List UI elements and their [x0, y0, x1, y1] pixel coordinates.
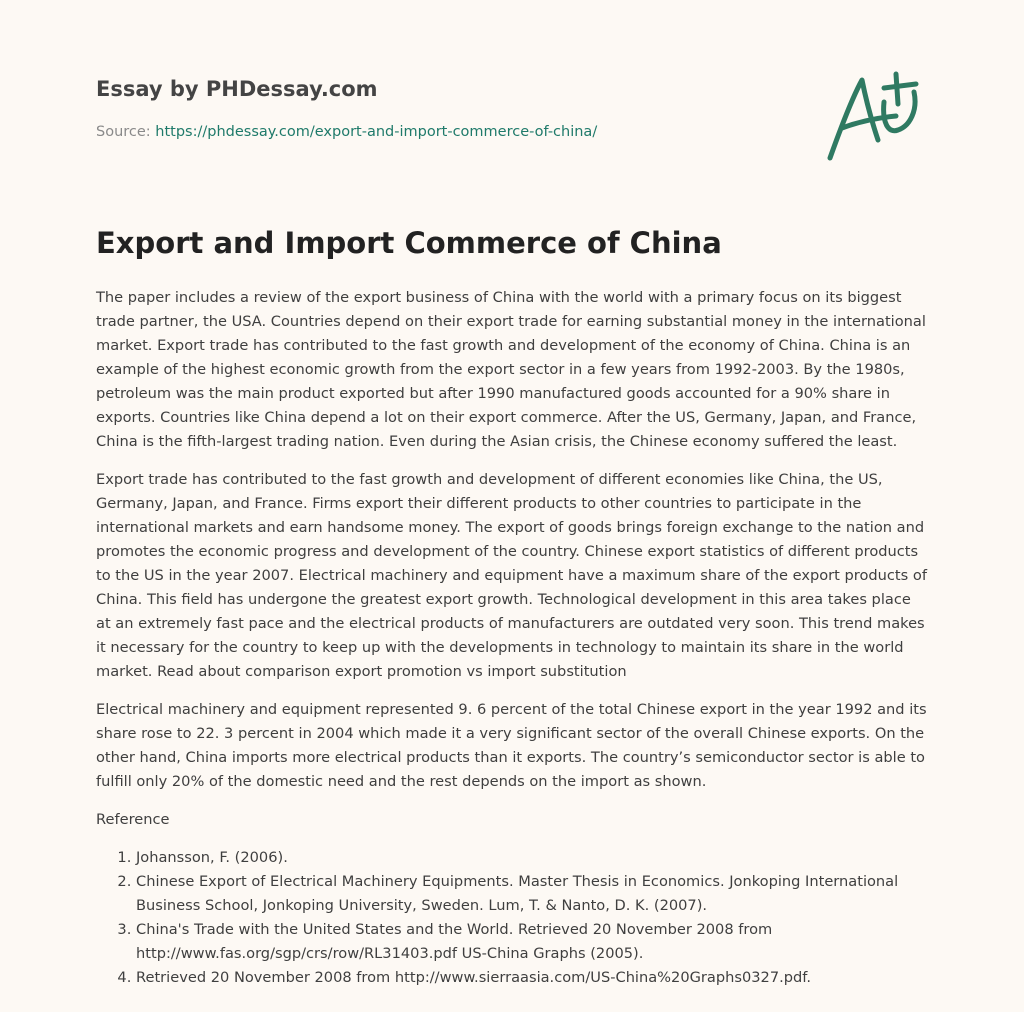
source-label: Source: [96, 124, 156, 140]
reference-item: 3. China's Trade with the United States and the World. Retrieved 20 November 2008 from http://www.fas.org/sgp/crs/row/RL31403.pdf US-China Graphs (2005). [136, 918, 928, 966]
reference-list [96, 846, 928, 990]
source-link[interactable]: https://phdessay.com/export-and-import-commerce-of-china/ [155, 124, 598, 140]
paragraph: Electrical machinery and equipment represented 9. 6 percent of the total Chinese export in the year 1992 and its share rose to 22. 3 percent in 2004 which made it a very significant sector of the overall Chinese exports. On the other hand, China imports more electrical products than it exports. The country’s semiconductor sector is able to fulfill only 20% of the domestic need and the rest depends on the import as shown. [96, 701, 927, 790]
brand-title: Essay by PHDessay.com [96, 77, 378, 101]
essay-body [96, 286, 928, 990]
reference-heading: Reference [96, 811, 170, 828]
paragraph: Export trade has contributed to the fast growth and development of different economies like China, the US, Germany, Japan, and France. Firms export their different products to other countries to participate in the international markets and earn handsome money. The export of goods brings foreign exchange to the nation and promotes the economic progress and development of the country. Chinese export statistics of different products to the US in the year 2007. Electrical machinery and equipment have a maximum share of the export products of China. This field has undergone the greatest export growth. Technological development in this area takes place at an extremely fast pace and the electrical products of manufacturers are outdated very soon. This trend makes it necessary for the country to keep up with the developments in technology to maintain its share in the world market. Read about comparison export promotion vs import substitution [96, 471, 927, 680]
reference-item: 1. Johansson, F. (2006). [136, 846, 928, 870]
reference-item: 2. Chinese Export of Electrical Machinery Equipments. Master Thesis in Economics. Jonkoping International Business School, Jonkoping University, Sweden. Lum, T. & Nanto, D. K. (2007). [136, 870, 928, 918]
essay-title: Export and Import Commerce of China [96, 226, 722, 260]
source-line [96, 124, 597, 140]
a-plus-logo-icon [826, 70, 926, 162]
reference-item: 4. Retrieved 20 November 2008 from http://www.sierraasia.com/US-China%20Graphs0327.pdf. [136, 966, 928, 990]
paragraph: The paper includes a review of the export business of China with the world with a primary focus on its biggest trade partner, the USA. Countries depend on their export trade for earning substantial money in the international market. Export trade has contributed to the fast growth and development of the economy of China. China is an example of the highest economic growth from the export sector in a few years from 1992-2003. By the 1980s, petroleum was the main product exported but after 1990 manufactured goods accounted for a 90% share in exports. Countries like China depend a lot on their export commerce. After the US, Germany, Japan, and France, China is the fifth-largest trading nation. Even during the Asian crisis, the Chinese economy suffered the least. [96, 289, 926, 450]
